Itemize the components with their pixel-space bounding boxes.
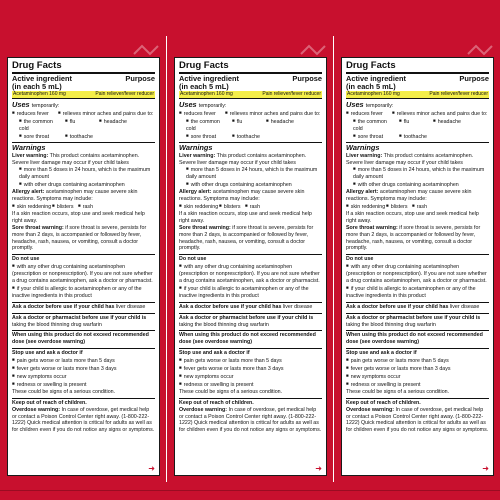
- uses-list: ■ reduces fever ■ relieves minor aches and pains due to:: [12, 110, 155, 118]
- brand-logo-icon: [299, 44, 329, 56]
- stop-use-item: ■ pain gets worse or lasts more than 5 days: [179, 357, 322, 365]
- allergy-alert: Allergy alert: acetaminophen may cause severe skin reactions. Symptoms may include:: [179, 189, 305, 203]
- liver-warning-item: ■ with other drugs containing acetaminophen: [179, 181, 322, 189]
- active-ingredient-value: Acetaminophen 160 mg: [347, 91, 400, 97]
- liver-warning-item: ■ more than 5 doses in 24 hours, which is the maximum daily amount: [179, 166, 322, 181]
- stop-use-item: ■ new symptoms occur: [179, 373, 322, 381]
- dose-warning: When using this product do not exceed recommended dose (see overdose warning): [346, 332, 483, 346]
- stop-use-item: ■ redness or swelling is present: [12, 381, 155, 389]
- active-ingredient-label: Active ingredient: [12, 74, 72, 83]
- allergy-symptoms: ■ skin reddening ■ blisters ■ rash: [179, 203, 322, 211]
- stop-use-note: These could be signs of a serious condition.: [346, 388, 450, 395]
- drug-facts-title: Drug Facts: [179, 60, 322, 74]
- keep-out-of-reach: Keep out of reach of children.: [12, 399, 87, 406]
- drug-facts-label: [7, 57, 160, 476]
- allergy-symptoms: ■ skin reddening ■ blisters ■ rash: [12, 203, 155, 211]
- stop-use-item: ■ fever gets worse or lasts more than 3 days: [12, 365, 155, 373]
- stop-use-item: ■ fever gets worse or lasts more than 3 days: [179, 365, 322, 373]
- overdose-warning: Overdose warning: In case of overdose, get medical help or contact a Poison Control Center right away. (1-800-222-1222) Quick medical attention is critical for adults as well as for children even if you do not notice any signs or symptoms.: [12, 406, 155, 434]
- keep-out-of-reach: Keep out of reach of children.: [346, 399, 421, 406]
- package-bottom-strip: [0, 482, 500, 500]
- do-not-use-item: ■ if your child is allergic to acetaminophen or any of the inactive ingredients in this product: [12, 285, 155, 300]
- uses-heading: Uses temporarily:: [179, 99, 227, 109]
- stop-use-note: These could be signs of a serious condition.: [12, 388, 116, 395]
- active-ingredient-label: Active ingredient: [179, 74, 239, 83]
- sore-throat-warning: Sore throat warning: if sore throat is severe, persists for more than 2 days, is accompanied or followed by fever, headache, rash, nausea, or vomiting, consult a doctor promptly.: [179, 224, 314, 252]
- active-ingredient-value: Acetaminophen 160 mg: [180, 91, 233, 97]
- active-ingredient-label: Active ingredient: [346, 74, 406, 83]
- allergy-alert: Allergy alert: acetaminophen may cause severe skin reactions. Symptoms may include:: [12, 189, 138, 203]
- purpose-label: Purpose: [459, 74, 489, 83]
- continue-arrow-icon: ➜: [482, 464, 489, 473]
- overdose-warning: Overdose warning: In case of overdose, get medical help or contact a Poison Control Center right away. (1-800-222-1222) Quick medical attention is critical for adults as well as for children even if you do not notice any signs or symptoms.: [346, 406, 489, 434]
- overdose-warning: Overdose warning: In case of overdose, get medical help or contact a Poison Control Center right away. (1-800-222-1222) Quick medical attention is critical for adults as well as for children even if you do not notice any signs or symptoms.: [179, 406, 322, 434]
- liver-warning: Liver warning: This product contains acetaminophen. Severe liver damage may occur if your child takes: [346, 152, 474, 166]
- liver-warning: Liver warning: This product contains acetaminophen. Severe liver damage may occur if your child takes: [179, 152, 307, 166]
- uses-conditions: ■ the common cold ■ flu ■ headache ■ sore throat ■ toothache: [179, 118, 322, 141]
- stop-use-item: ■ new symptoms occur: [12, 373, 155, 381]
- warnings-heading: Warnings: [179, 143, 213, 153]
- stop-use-item: ■ fever gets worse or lasts more than 3 days: [346, 365, 489, 373]
- purpose-value: Pain reliever/fever reducer: [95, 91, 154, 97]
- liver-warning-item: ■ more than 5 doses in 24 hours, which is the maximum daily amount: [12, 166, 155, 181]
- active-ingredient-value: Acetaminophen 160 mg: [13, 91, 66, 97]
- stop-use-item: ■ new symptoms occur: [346, 373, 489, 381]
- stop-use-heading: Stop use and ask a doctor if: [179, 350, 250, 357]
- package-panel-2: [167, 26, 333, 486]
- ask-doctor-warfarin: Ask a doctor or pharmacist before use if your child is taking the blood thinning drug warfarin: [346, 314, 481, 328]
- drug-facts-label: [174, 57, 327, 476]
- sore-throat-warning: Sore throat warning: if sore throat is severe, persists for more than 2 days, is accompanied or followed by fever, headache, rash, nausea, or vomiting, consult a doctor promptly.: [346, 224, 481, 252]
- do-not-use-item: ■ with any other drug containing acetaminophen (prescription or nonprescription). If you are not sure whether a drug contains acetaminophen, ask a doctor or pharmacist.: [346, 263, 489, 285]
- continue-arrow-icon: ➜: [315, 464, 322, 473]
- uses-heading: Uses temporarily:: [12, 99, 60, 109]
- ask-doctor-warfarin: Ask a doctor or pharmacist before use if your child is taking the blood thinning drug warfarin: [12, 314, 147, 328]
- drug-facts-label: [341, 57, 494, 476]
- do-not-use-heading: Do not use: [346, 256, 374, 263]
- liver-warning-item: ■ with other drugs containing acetaminophen: [12, 181, 155, 189]
- continue-arrow-icon: ➜: [148, 464, 155, 473]
- uses-list: ■ reduces fever ■ relieves minor aches and pains due to:: [179, 110, 322, 118]
- active-ingredient-row: [179, 91, 322, 99]
- keep-out-of-reach: Keep out of reach of children.: [179, 399, 254, 406]
- uses-heading: Uses temporarily:: [346, 99, 394, 109]
- liver-warning-item: ■ with other drugs containing acetaminophen: [346, 181, 489, 189]
- do-not-use-heading: Do not use: [12, 256, 40, 263]
- ask-doctor-liver: Ask a doctor before use if your child has liver disease: [12, 303, 146, 310]
- allergy-instruction: If a skin reaction occurs, stop use and seek medical help right away.: [12, 210, 145, 224]
- active-ingredient-row: [346, 91, 489, 99]
- drug-facts-title: Drug Facts: [12, 60, 155, 74]
- stop-use-heading: Stop use and ask a doctor if: [346, 350, 417, 357]
- package-panel-3: [334, 26, 500, 486]
- purpose-value: Pain reliever/fever reducer: [429, 91, 488, 97]
- ask-doctor-warfarin: Ask a doctor or pharmacist before use if your child is taking the blood thinning drug warfarin: [179, 314, 314, 328]
- do-not-use-item: ■ if your child is allergic to acetaminophen or any of the inactive ingredients in this product: [179, 285, 322, 300]
- dose-warning: When using this product do not exceed recommended dose (see overdose warning): [12, 332, 149, 346]
- package-panel-1: [0, 26, 166, 486]
- liver-warning: Liver warning: This product contains acetaminophen. Severe liver damage may occur if your child takes: [12, 152, 140, 166]
- uses-conditions: ■ the common cold ■ flu ■ headache ■ sore throat ■ toothache: [12, 118, 155, 141]
- do-not-use-heading: Do not use: [179, 256, 207, 263]
- purpose-label: Purpose: [292, 74, 322, 83]
- active-ingredient-row: [12, 91, 155, 99]
- stop-use-item: ■ pain gets worse or lasts more than 5 days: [346, 357, 489, 365]
- ask-doctor-liver: Ask a doctor before use if your child has liver disease: [179, 303, 313, 310]
- do-not-use-item: ■ if your child is allergic to acetaminophen or any of the inactive ingredients in this product: [346, 285, 489, 300]
- purpose-label: Purpose: [125, 74, 155, 83]
- do-not-use-item: ■ with any other drug containing acetaminophen (prescription or nonprescription). If you are not sure whether a drug contains acetaminophen, ask a doctor or pharmacist.: [179, 263, 322, 285]
- stop-use-item: ■ redness or swelling is present: [179, 381, 322, 389]
- allergy-symptoms: ■ skin reddening ■ blisters ■ rash: [346, 203, 489, 211]
- active-ingredient-unit: (in each 5 mL): [179, 82, 229, 91]
- uses-list: ■ reduces fever ■ relieves minor aches and pains due to:: [346, 110, 489, 118]
- allergy-alert: Allergy alert: acetaminophen may cause severe skin reactions. Symptoms may include:: [346, 189, 472, 203]
- allergy-instruction: If a skin reaction occurs, stop use and seek medical help right away.: [346, 210, 479, 224]
- allergy-instruction: If a skin reaction occurs, stop use and seek medical help right away.: [179, 210, 312, 224]
- liver-warning-item: ■ more than 5 doses in 24 hours, which is the maximum daily amount: [346, 166, 489, 181]
- ask-doctor-liver: Ask a doctor before use if your child has liver disease: [346, 303, 480, 310]
- sore-throat-warning: Sore throat warning: if sore throat is severe, persists for more than 2 days, is accompanied or followed by fever, headache, rash, nausea, or vomiting, consult a doctor promptly.: [12, 224, 147, 252]
- stop-use-note: These could be signs of a serious condition.: [179, 388, 283, 395]
- uses-conditions: ■ the common cold ■ flu ■ headache ■ sore throat ■ toothache: [346, 118, 489, 141]
- brand-logo-icon: [466, 44, 496, 56]
- stop-use-item: ■ redness or swelling is present: [346, 381, 489, 389]
- stop-use-item: ■ pain gets worse or lasts more than 5 days: [12, 357, 155, 365]
- do-not-use-item: ■ with any other drug containing acetaminophen (prescription or nonprescription). If you are not sure whether a drug contains acetaminophen, ask a doctor or pharmacist.: [12, 263, 155, 285]
- active-ingredient-unit: (in each 5 mL): [346, 82, 396, 91]
- active-ingredient-unit: (in each 5 mL): [12, 82, 62, 91]
- warnings-heading: Warnings: [12, 143, 46, 153]
- drug-facts-title: Drug Facts: [346, 60, 489, 74]
- brand-logo-icon: [132, 44, 162, 56]
- purpose-value: Pain reliever/fever reducer: [262, 91, 321, 97]
- warnings-heading: Warnings: [346, 143, 380, 153]
- stop-use-heading: Stop use and ask a doctor if: [12, 350, 83, 357]
- dose-warning: When using this product do not exceed recommended dose (see overdose warning): [179, 332, 316, 346]
